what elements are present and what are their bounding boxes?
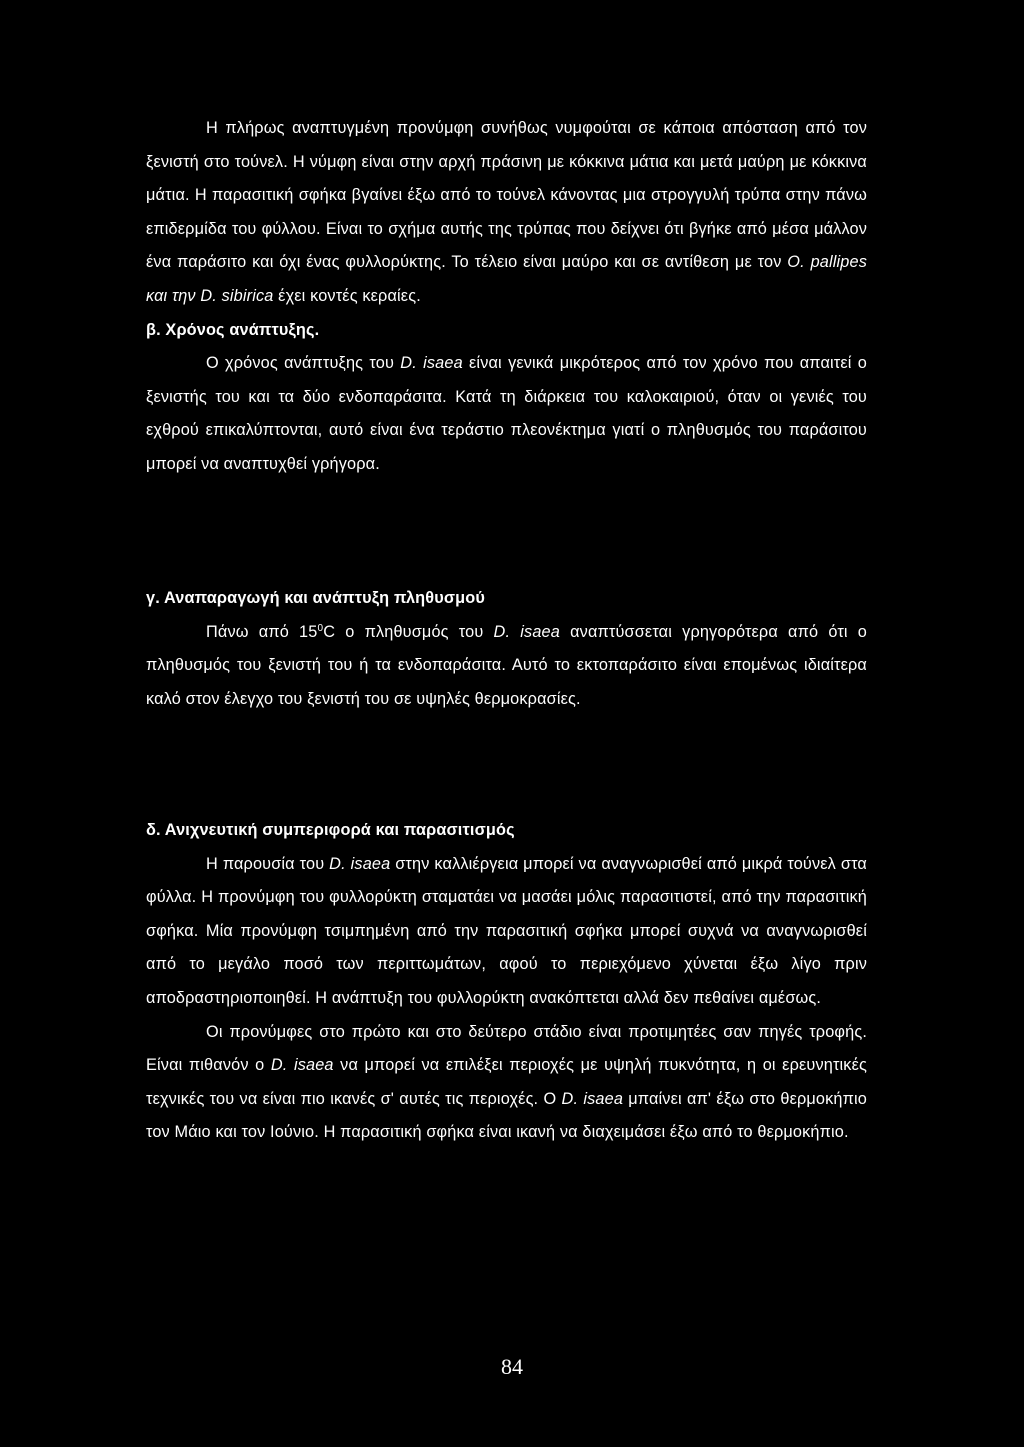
degree-superscript: 0 [317,622,324,634]
paragraph-reproduction: Πάνω από $15^0C$ ο πληθυσμός του D. isaea αναπτύσσεται γρηγορότερα από ότι ο πληθυσμός του ξενιστή του ή τα ενδοπαράσιτα. Αυτό το εκτοπαράσιτο είναι επομένως ιδιαίτερα καλό στον έλεγχο του ξενιστή του σε υψηλές θερμοκρασίες. [146,622,868,708]
paragraph-pupation: Η πλήρως αναπτυγμένη προνύμφη συνήθως νυμφούται σε κάποια απόσταση από τον ξενιστή στο τούνελ. Η νύμφη είναι στην αρχή πράσινη με κόκκινα μάτια και μετά μαύρη με κόκκινα μάτια. Η παρασιτική σφήκα βγαίνει έξω από το τούνελ κάνοντας μια στρογγυλή τρύπα στην πάνω επιδερμίδα του φύλλου. Είναι το σχήμα αυτής της τρύπας που δείχνει ότι βγήκε από μέσα μάλλον ένα παράσιτο και όχι ένας φυλλορύκτης. Το τέλειο είναι μαύρο και σε αντίθεση με τον O. pallipes και την D. sibirica έχει κοντές κεραίες. [146,119,867,305]
species-name: D. isaea [400,354,463,373]
paragraph-development-time: Ο χρόνος ανάπτυξης του D. isaea είναι γενικά μικρότερος από τον χρόνο που απαιτεί ο ξενιστής του και τα δύο ενδοπαράσιτα. Κατά τη διάρκεια του καλοκαιριού, όταν οι γενιές του εχθρού επικαλύπτονται, αυτό είναι ένα τεράστιο πλεονέκτημα γιατί ο πληθυσμός του παράσιτου μπορεί να αναπτυχθεί γρήγορα. [146,354,867,473]
species-name: O. pallipes και την D. sibirica [146,253,867,305]
heading-search-behaviour: δ. Ανιχνευτική συμπεριφορά και παρασιτισμός [146,821,515,839]
section-d [146,814,867,1150]
section-a [146,112,867,482]
species-name: D. isaea [561,1089,624,1108]
species-name: D. isaea [329,854,391,873]
paragraph-larvae-preference: Οι προνύμφες στο πρώτο και στο δεύτερο στάδιο είναι προτιμητέες σαν πηγές τροφής. Είναι πιθανόν ο D. isaea να μπορεί να επιλέξει περιοχές με υψηλή πυκνότητα, η οι ερευνητικές τεχνικές του να είναι πιο ικανές σ' αυτές τις περιοχές. Ο D. isaea μπαίνει απ' έξω στο θερμοκήπιο τον Μάιο και τον Ιούνιο. Η παρασιτική σφήκα είναι ικανή να διαχειμάσει έξω από το θερμοκήπιο. [146,1022,868,1142]
section-c [146,582,867,716]
page-number: 84 [501,1354,523,1379]
species-name: D. isaea [270,1056,334,1075]
paragraph-presence: Η παρουσία του D. isaea στην καλλιέργεια μπορεί να αναγνωρισθεί από μικρά τούνελ στα φύλλα. Η προνύμφη του φυλλορύκτη σταματάει να μασάει μόλις παρασιτιστεί, από την παρασιτική σφήκα. Μία προνύμφη τσιμπημένη από την παρασιτική σφήκα μπορεί συχνά να αναγνωρισθεί από το μεγάλο ποσό των περιττωμάτων, αφού το περιεχόμενο χύνεται έξω λίγο πριν αποδραστηριοποιηθεί. Η ανάπτυξη του φυλλορύκτη ανακόπτεται αλλά δεν πεθαίνει αμέσως. [146,854,867,1007]
species-name: D. isaea [493,622,560,641]
heading-development-time: β. Χρόνος ανάπτυξης. [146,320,320,339]
heading-reproduction: γ. Αναπαραγωγή και ανάπτυξη πληθυσμού [146,589,485,607]
